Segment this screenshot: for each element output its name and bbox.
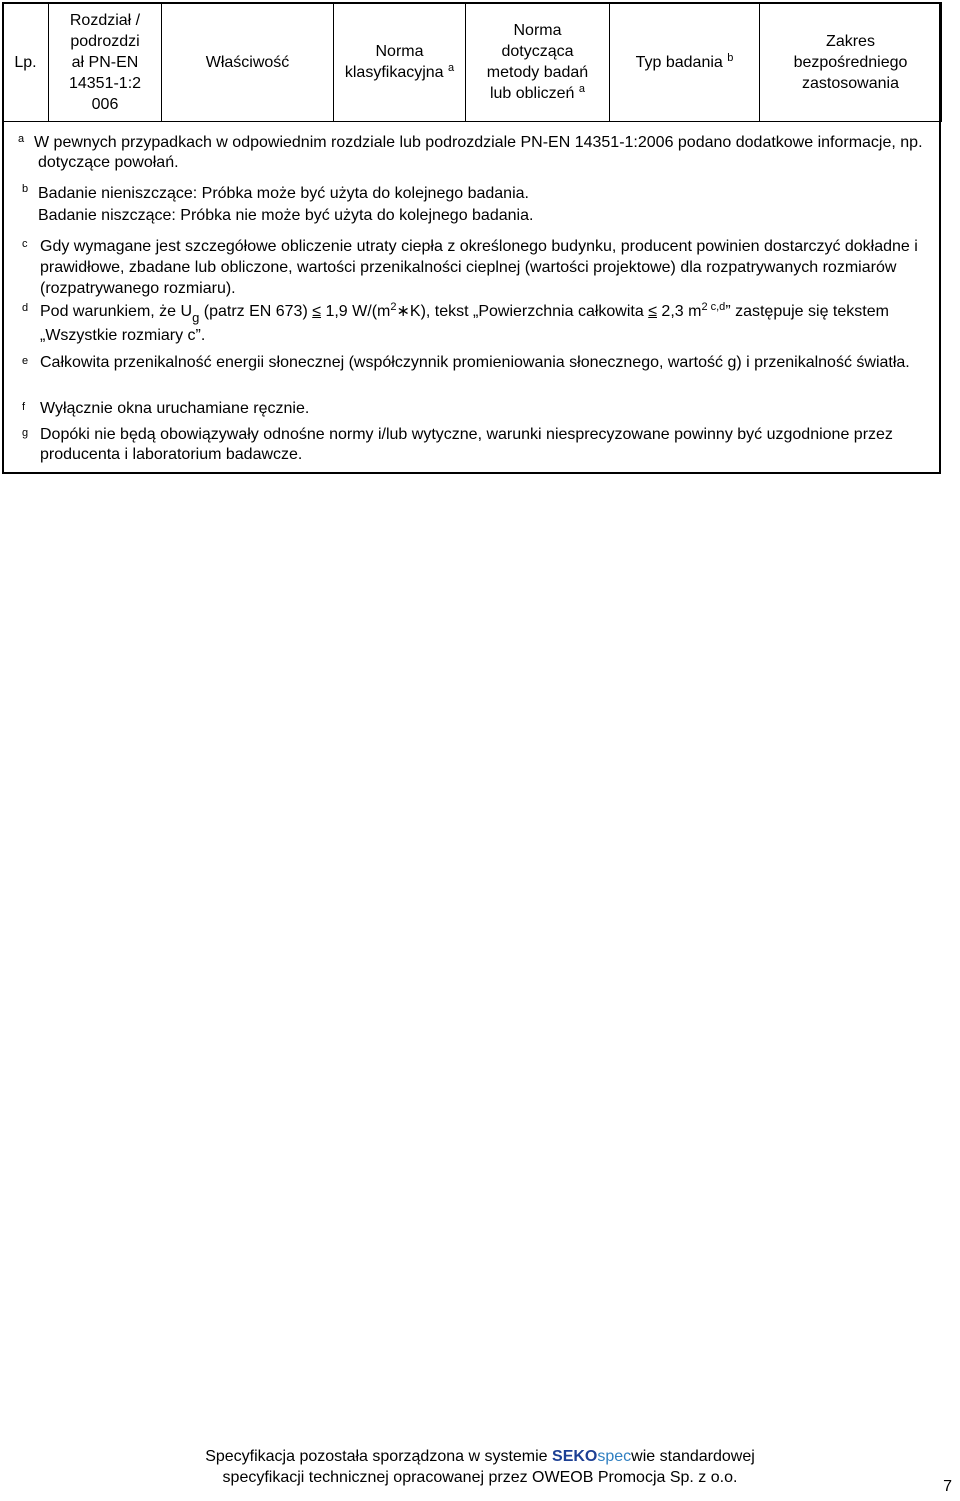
col-norma-klasyfikacyjna: Norma klasyfikacyjna $^a$ [334,3,466,122]
footnote-c: c Gdy wymagane jest szczegółowe obliczenie utraty ciepła z określonego budynku, producent powinien dostarczyć dokładne i prawidłowe, zbadane lub obliczone, wartości przenikalności cieplnej (wartości projektowe) dla rozpatrywanych rozmiarów (rozpatrywanego rozmiaru). [22,238,918,297]
footnote-a: a W pewnych przypadkach w odpowiednim rozdziale lub podrozdziale PN-EN 14351-1:2006 podano dodatkowe informacje, np. dotyczące powołań. [18,133,923,171]
col-wlasciwosc: Właściwość [162,3,334,122]
footnote-b: b Badanie nieniszczące: Próbka może być użyta do kolejnego badania. Badanie niszczące: Próbka nie może być użyta do kolejnego badania. [22,183,534,224]
footnote-d: d Pod warunkiem, że $U_g$ (patrz EN 673) ≤ 1,9 $W/(m^2∗K)$, tekst „Powierzchnia całkowita ≤ 2,3 $m^{2 c,d}$” zastępuje się tekstem „Wszystkie rozmiary c”. [22,301,889,344]
footnote-e: e Całkowita przenikalność energii słonecznej (współczynnik promieniowania słonecznego, wartość g) i przenikalność światła. [22,354,910,371]
col-lp: Lp. [3,3,49,122]
footnote-g: g Dopóki nie będą obowiązywały odnośne normy i/lub wytyczne, warunki niesprecyzowane powinny być uzgodnione przez producenta i laboratorium badawcze. [22,426,893,463]
brand-name: SEKO [552,1448,598,1465]
col-zakres: Zakres bezpośredniego zastosowania [760,3,942,122]
col-rozdzial: Rozdział / podrozdzi ał PN-EN 14351-1:2 006 [49,3,162,122]
col-typ-badania: Typ badania $^b$ [610,3,760,122]
brand-name-suffix: spec [597,1448,632,1465]
col-norma-dotyczaca: Norma dotycząca metody badań lub obliczeń $^a$ [466,3,610,122]
header-table [2,2,942,122]
footnote-f: f Wyłącznie okna uruchamiane ręcznie. [22,400,310,417]
page-number: 7 [943,1478,952,1495]
footer-line-1: Specyfikacja pozostała sporządzona w systemie SEKOspecwie standardowej [205,1448,755,1465]
footer-line-2: specyfikacji technicznej opracowanej przez OWEOB Promocja Sp. z o.o. [222,1469,738,1486]
